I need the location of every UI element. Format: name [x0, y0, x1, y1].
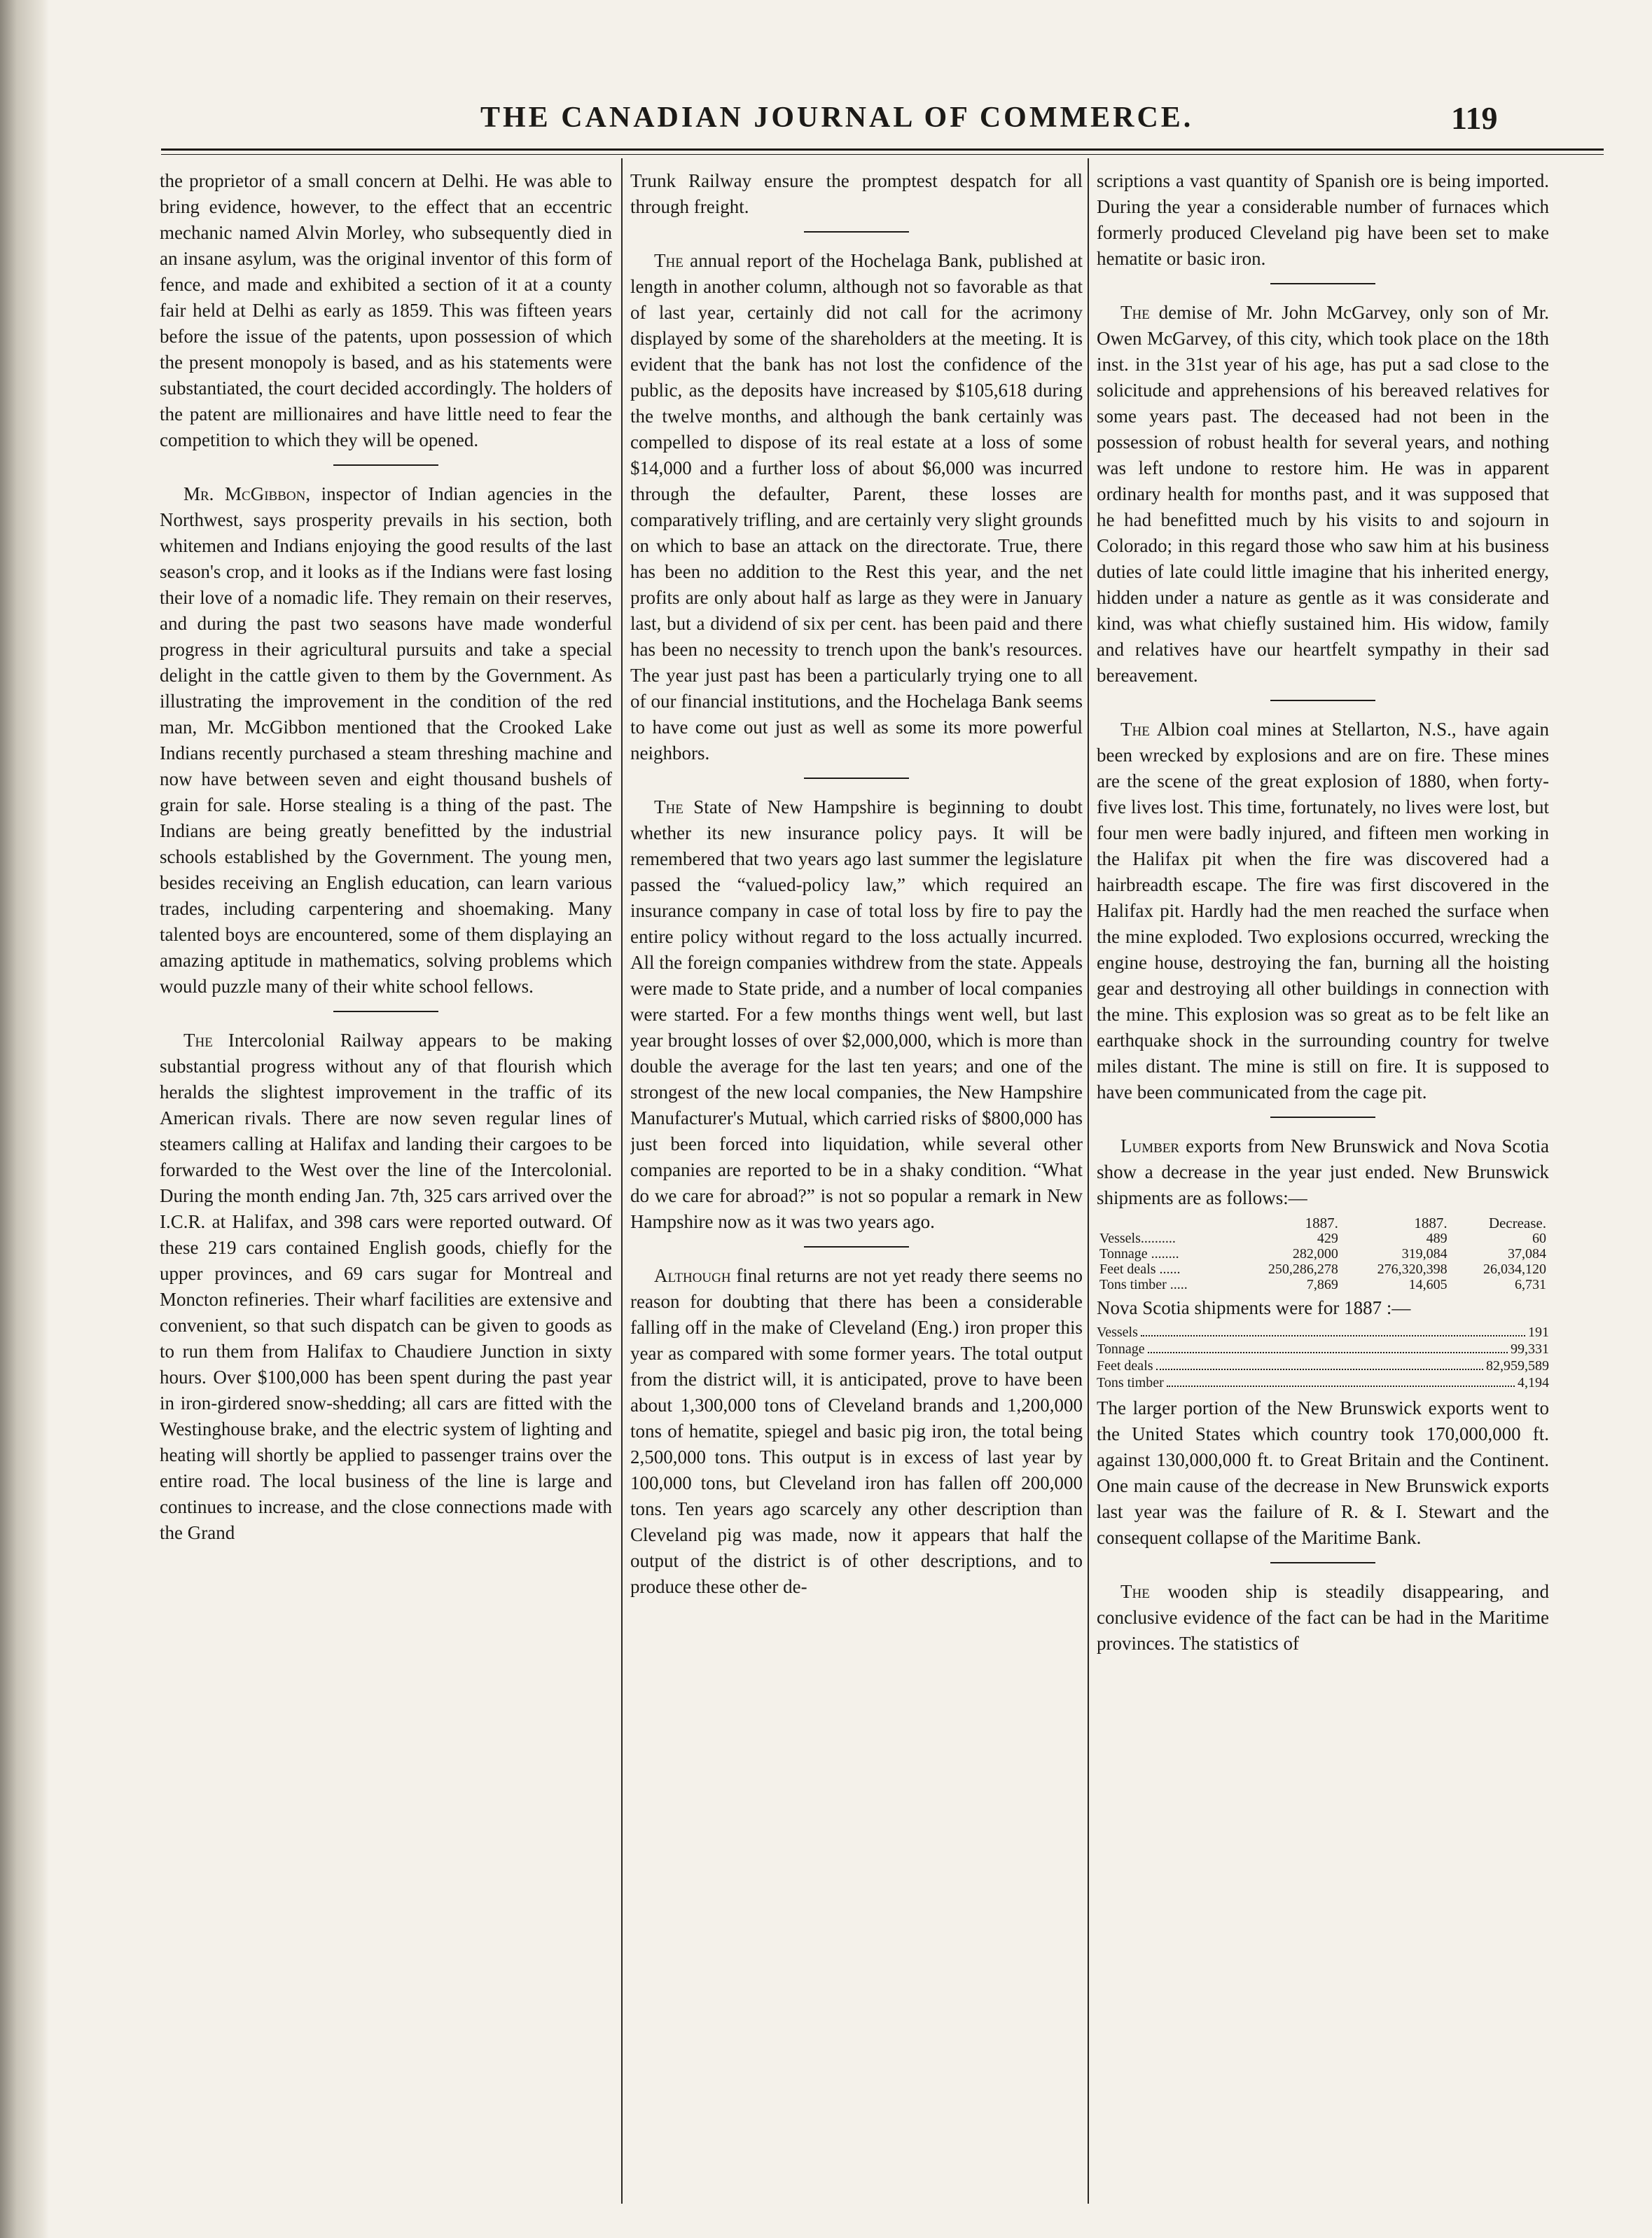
column-3 — [1097, 168, 1549, 2213]
table-row — [1097, 1341, 1549, 1358]
table-row — [1097, 1358, 1549, 1374]
paragraph-body: inspector of Indian agencies in the Northwest, says prosperity prevails in his section, both whitemen and Indians enjoying the good results of the last season's crop, and it looks as if the Indians were fast losing their love of a nomadic life. They remain on their reserves, and during the past two seasons have made wonderful progress in their agricultural pursuits and take a special delight in the cattle given to them by the Government. As illustrating the improvement in the condition of the red man, Mr. McGibbon mentioned that the Crooked Lake Indians recently purchased a steam threshing machine and now have between seven and eight thousand bushels of grain for sale. Horse stealing is a thing of the past. The Indians are being greatly benefitted by the industrial schools established by the Government. The young men, besides receiving an English education, can learn various trades, including carpentering and shoemaking. Many talented boys are encountered, some of them displaying an amazing aptitude in mathematics, solving problems which would puzzle many of their white school fellows. — [160, 483, 612, 997]
paragraph-barbed-wire-patent: the proprietor of a small concern at Delhi. He was able to bring evidence, however, to the effect that an eccentric mechanic named Alvin Morley, who subsequently died in an insane asylum, was the original inventor of this form of fence, and made and exhibited a section of it at a county fair held at Delhi as early as 1859. This was fifteen years before the issue of the patents, upon possession of which the present monopoly is based, and as his statements were substantiated, the court decided accordingly. The holders of the patent are millionaires and have little need to fear the competition to which they will be opened. — [160, 170, 612, 450]
paragraph-lumber-destinations: The larger portion of the New Brunswick exports went to the United States which country took 170,000,000 ft. against 130,000,000 ft. to Great Britain and the Continent. One main cause of the decrease in New Brunswick exports last year was the failure of R. & I. Stewart and the consequent collapse of the Maritime Bank. — [1097, 1397, 1549, 1548]
table-cell: 37,084 — [1508, 1246, 1546, 1262]
paragraph-body: demise of Mr. John McGarvey, only son of Mr. Owen McGarvey, of this city, which took place on the 18th inst. in the 31st year of his age, has put a sad close to the solicitude and apprehensions of his bereaved relatives for some years past. The deceased had not been in the possession of robust health for several years, and nothing was left undone to restore him. He was in apparent ordinary health for months past, and it was supposed that he had benefitted much by his visits to and sojourn in Colorado; in this regard those who saw him at his business duties of late could little imagine that his inherited energy, hidden under a nature as gentle as it was considerate and kind, was what chiefly sustained him. His widow, family and relatives have our heartfelt sympathy in their sad bereavement. — [1097, 302, 1549, 686]
paragraph-spanish-ore: scriptions a vast quantity of Spanish ore is being imported. During the year a considerable number of furnaces which formerly produced Cleveland pig have been set to make hematite or basic iron. — [1097, 170, 1549, 269]
table-header-blank — [1097, 1215, 1232, 1231]
leader-dots — [1141, 1324, 1525, 1336]
lead-word: The — [1120, 1581, 1150, 1602]
table-cell: 250,286,278 — [1268, 1262, 1338, 1277]
section-rule — [804, 778, 909, 779]
column-1 — [160, 168, 612, 2213]
lead-word: Mr. McGibbon, — [183, 483, 311, 504]
page-header — [161, 97, 1604, 146]
lead-word: Lumber — [1120, 1135, 1180, 1156]
table-cell: 26,034,120 — [1483, 1262, 1546, 1277]
paragraph-body: final returns are not yet ready there seems no reason for doubting that there has been a considerable falling off in the make of Cleveland (Eng.) iron proper this year as compared with some former years. The total output from the district will, it is anticipated, prove to have been about 1,300,000 tons of Cleveland brands and 1,200,000 tons of hematite, spiegel and basic pig iron, the total being 2,500,000 tons. This output is in excess of last year by 100,000 tons, but Cleveland iron has fallen off 200,000 tons. Ten years ago scarcely any other description than Cleveland pig was made, now it appears that half the output of the district is of other descriptions, and to produce these other de- — [630, 1265, 1083, 1597]
lead-word: The — [1120, 719, 1150, 740]
section-rule — [1270, 1562, 1375, 1563]
table-cell: 99,331 — [1511, 1341, 1549, 1357]
table-cell: 489 — [1426, 1231, 1448, 1246]
table-cell: 282,000 — [1292, 1246, 1338, 1262]
section-rule — [804, 231, 909, 233]
table-cell: 276,320,398 — [1377, 1262, 1448, 1277]
table-row — [1097, 1262, 1549, 1277]
table-row — [1097, 1324, 1549, 1341]
lead-word: The — [654, 250, 683, 271]
table-row — [1097, 1231, 1549, 1246]
table-cell: 82,959,589 — [1486, 1358, 1549, 1374]
leader-dots — [1148, 1341, 1508, 1353]
table-row — [1097, 1246, 1549, 1262]
table-cell: 319,084 — [1401, 1246, 1448, 1262]
section-rule — [333, 1011, 438, 1012]
paragraph-body: wooden ship is steadily disappearing, and conclusive evidence of the fact can be had in the Maritime provinces. The statistics of — [1097, 1581, 1549, 1654]
table-cell: 429 — [1317, 1231, 1338, 1246]
row-label: Vessels.......... — [1099, 1231, 1176, 1246]
section-rule — [804, 1246, 909, 1248]
section-rule — [333, 464, 438, 466]
header-rule — [161, 148, 1604, 151]
header-rule-thin — [161, 154, 1604, 155]
paragraph-body: Intercolonial Railway appears to be making substantial progress without any of that flourish which heralds the slightest improvement in the traffic of its American rivals. There are now seven regular lines of steamers calling at Halifax and landing their cargoes to be forwarded to the West over the line of the Intercolonial. During the month ending Jan. 7th, 325 cars arrived over the I.C.R. at Halifax, and 398 cars were reported outward. Of these 219 cars contained English goods, chiefly for the upper provinces, and 69 cars sugar for Montreal and Moncton refineries. Their wharf facilities are extensive and convenient, so that such dispatch can be given to goods as to run them from Halifax to Chaudiere Junction in sixty hours. Over $100,000 has been spent during the past year in iron-girdered snow-shedding; all cars are fitted with the Westinghouse brake, and the electric system of lighting and heating will shortly be applied to passenger trains over the entire road. The local business of the line is large and continues to increase, and the close connections made with the Grand — [160, 1030, 612, 1543]
paragraph-cleveland-iron — [630, 1263, 1083, 1600]
running-title: THE CANADIAN JOURNAL OF COMMERCE. — [480, 102, 1194, 134]
table-header-row — [1097, 1215, 1549, 1231]
paragraph-body: exports from New Brunswick and Nova Scotia show a decrease in the year just ended. New Brunswick shipments are as follows:— — [1097, 1135, 1549, 1208]
page-number: 119 — [1451, 100, 1498, 136]
table-cell: 4,194 — [1518, 1375, 1549, 1390]
row-label: Tonnage — [1097, 1341, 1145, 1357]
paragraph-body: annual report of the Hochelaga Bank, published at length in another column, although not so favorable as that of last year, certainly did not call for the acrimony displayed by some of the shareholders at the meeting. It is evident that the bank has not lost the confidence of the public, as the deposits have increased by $105,618 during the twelve months, and although the bank certainly was compelled to dispose of its real estate at a loss of some $14,000 and a further loss of about $6,000 was incurred through the defaulter, Parent, these losses are comparatively trifling, and are certainly very slight grounds on which to base an attack on the directorate. True, there has been no addition to the Rest this year, and the net profits are only about half as large as they were in January last, but a dividend of six per cent. has been paid and there has been no necessity to trench upon the bank's resources. The year just past has been a particularly trying one to all of our financial institutions, and the Hochelaga Bank seems to have come out just as well as some its more powerful neighbors. — [630, 250, 1083, 764]
paragraph-lumber-exports — [1097, 1133, 1549, 1211]
table-header: 1887. — [1414, 1215, 1448, 1231]
paragraph-albion-mines — [1097, 717, 1549, 1105]
table-row — [1097, 1374, 1549, 1391]
section-rule — [1270, 283, 1375, 284]
paragraph-body: Albion coal mines at Stellarton, N.S., have again been wrecked by explosions and are on fire. These mines are the scene of the great explosion of 1880, when forty-five lives lost. This time, fortunately, no lives were lost, but four men were badly injured, and fifteen men working in the Halifax pit when the fire was discovered had a hairbreadth escape. The fire was first discovered in the Halifax pit. Hardly had the men reached the surface when the mine exploded. Two explosions occurred, wrecking the engine house, destroying the fan, burning all the hoisting gear and destroying all other buildings in connection with the mine. This explosion was so great as to be felt like an earthquake shock in the surrounding country for twelve miles distant. The mine is still on fire. It is supposed to have been communicated from the cage pit. — [1097, 719, 1549, 1103]
paragraph-hochelaga-bank — [630, 248, 1083, 766]
leader-dots — [1156, 1358, 1483, 1370]
scan-binding-edge — [0, 0, 49, 2238]
table-header: Decrease. — [1488, 1215, 1546, 1231]
new-brunswick-shipments-table — [1097, 1215, 1549, 1292]
paragraph-mcgarvey-obituary — [1097, 300, 1549, 689]
paragraph-wooden-ship — [1097, 1579, 1549, 1657]
table-cell: 14,605 — [1408, 1277, 1448, 1292]
lead-word: Although — [654, 1265, 731, 1286]
column-divider-2 — [1088, 158, 1089, 2204]
nova-scotia-intro: Nova Scotia shipments were for 1887 :— — [1097, 1297, 1411, 1318]
row-label: Tonnage ........ — [1099, 1246, 1179, 1262]
paragraph-intercolonial-railway — [160, 1028, 612, 1546]
row-label: Vessels — [1097, 1325, 1138, 1340]
section-rule — [1270, 1117, 1375, 1118]
table-cell: 191 — [1528, 1325, 1549, 1340]
table-cell: 60 — [1532, 1231, 1546, 1246]
column-divider-1 — [621, 158, 623, 2204]
row-label: Tons timber ..... — [1099, 1277, 1188, 1292]
paragraph-indian-agencies — [160, 481, 612, 1000]
table-cell: 7,869 — [1306, 1277, 1338, 1292]
table-header: 1887. — [1305, 1215, 1338, 1231]
row-label: Feet deals — [1097, 1358, 1153, 1374]
lead-word: The — [654, 796, 683, 817]
lead-word: The — [1120, 302, 1150, 323]
paragraph-new-hampshire-insurance — [630, 794, 1083, 1235]
paragraph-body: State of New Hampshire is beginning to doubt whether its new insurance policy pays. It will be remembered that two years ago last summer the legislature passed the “valued-policy law,” which required an insurance company in case of total loss by fire to pay the entire policy without regard to the loss actually incurred. All the foreign companies withdrew from the state. Appeals were made to State pride, and a number of local companies were started. For a few months things went well, but last year brought losses of over $2,000,000, which is more than double the average for the last ten years; and one of the strongest of the new local companies, the New Hampshire Manufacturer's Mutual, which carried risks of $800,000 has just been forced into liquidation, while several other companies are reported to be in a shaky condition. “What do we care for abroad?” is not so popular a remark in New Hampshire now as it was two years ago. — [630, 796, 1083, 1232]
table-cell: 6,731 — [1515, 1277, 1546, 1292]
column-2 — [630, 168, 1083, 2213]
paragraph-railway-continued: Trunk Railway ensure the promptest despatch for all through freight. — [630, 170, 1083, 217]
nova-scotia-shipments-table — [1097, 1324, 1549, 1391]
section-rule — [1270, 700, 1375, 701]
lead-word: The — [183, 1030, 213, 1051]
row-label: Feet deals ...... — [1099, 1262, 1181, 1277]
table-row — [1097, 1277, 1549, 1292]
row-label: Tons timber — [1097, 1375, 1164, 1390]
leader-dots — [1167, 1374, 1515, 1387]
